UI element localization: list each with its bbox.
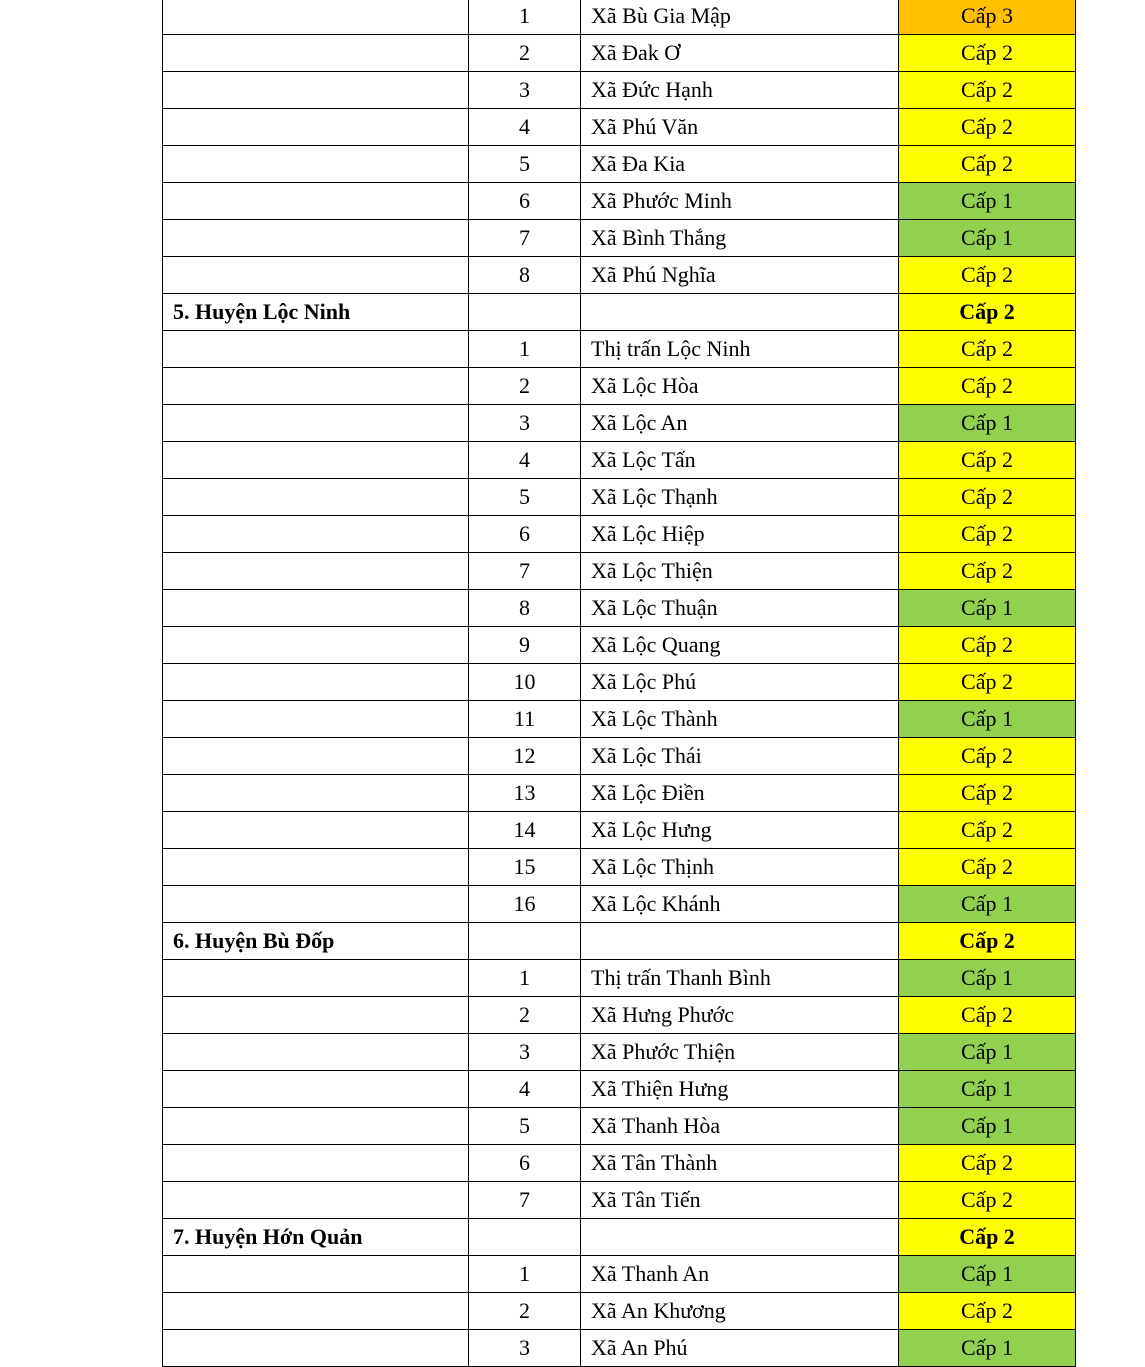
level-badge-cell: Cấp 2 [899, 72, 1076, 109]
district-name-cell [163, 479, 469, 516]
order-number-cell: 1 [469, 1256, 581, 1293]
order-number-cell: 7 [469, 1182, 581, 1219]
commune-name-cell: Xã Lộc Quang [581, 627, 899, 664]
level-badge-cell: Cấp 1 [899, 1256, 1076, 1293]
commune-name-cell [581, 923, 899, 960]
district-name-cell [163, 72, 469, 109]
order-number-cell: 3 [469, 1330, 581, 1367]
order-number-cell: 11 [469, 701, 581, 738]
district-name-cell [163, 1034, 469, 1071]
table-row [163, 738, 1076, 775]
district-name-cell [163, 1145, 469, 1182]
commune-name-cell: Xã Lộc Hòa [581, 368, 899, 405]
commune-name-cell: Xã Lộc Hưng [581, 812, 899, 849]
table-row [163, 1256, 1076, 1293]
level-badge-cell: Cấp 1 [899, 183, 1076, 220]
order-number-cell: 15 [469, 849, 581, 886]
commune-name-cell: Xã Lộc Thuận [581, 590, 899, 627]
district-name-cell [163, 1293, 469, 1330]
table-row [163, 664, 1076, 701]
level-badge-cell: Cấp 1 [899, 701, 1076, 738]
table-row [163, 72, 1076, 109]
district-name-cell [163, 516, 469, 553]
commune-name-cell: Xã Bù Gia Mập [581, 0, 899, 35]
table-row [163, 1034, 1076, 1071]
table-row [163, 997, 1076, 1034]
district-row [163, 923, 1076, 960]
district-name-cell [163, 627, 469, 664]
commune-name-cell: Xã Lộc Tấn [581, 442, 899, 479]
table-row [163, 183, 1076, 220]
commune-name-cell: Xã Lộc Thạnh [581, 479, 899, 516]
level-badge-cell: Cấp 2 [899, 738, 1076, 775]
table-row [163, 1330, 1076, 1367]
table-row [163, 1108, 1076, 1145]
level-badge-cell: Cấp 2 [899, 812, 1076, 849]
commune-name-cell: Xã Thanh An [581, 1256, 899, 1293]
commune-name-cell: Xã Phú Nghĩa [581, 257, 899, 294]
table-row [163, 109, 1076, 146]
district-name-cell [163, 738, 469, 775]
commune-name-cell: Thị trấn Lộc Ninh [581, 331, 899, 368]
level-badge-cell: Cấp 1 [899, 960, 1076, 997]
level-badge-cell: Cấp 1 [899, 1071, 1076, 1108]
order-number-cell: 13 [469, 775, 581, 812]
commune-name-cell: Xã Lộc Thịnh [581, 849, 899, 886]
table-row [163, 35, 1076, 72]
table-row [163, 405, 1076, 442]
order-number-cell: 10 [469, 664, 581, 701]
level-badge-cell: Cấp 2 [899, 442, 1076, 479]
commune-name-cell: Xã Lộc Phú [581, 664, 899, 701]
commune-name-cell: Xã Lộc Điền [581, 775, 899, 812]
commune-name-cell: Xã An Khương [581, 1293, 899, 1330]
commune-name-cell: Xã Lộc An [581, 405, 899, 442]
commune-name-cell: Xã Thanh Hòa [581, 1108, 899, 1145]
district-name-cell [163, 664, 469, 701]
order-number-cell: 6 [469, 516, 581, 553]
level-badge-cell: Cấp 2 [899, 35, 1076, 72]
table-row [163, 0, 1076, 35]
table-row [163, 1071, 1076, 1108]
level-badge-cell: Cấp 2 [899, 664, 1076, 701]
commune-name-cell: Xã Lộc Thành [581, 701, 899, 738]
table-row [163, 146, 1076, 183]
table-row [163, 701, 1076, 738]
order-number-cell: 14 [469, 812, 581, 849]
level-badge-cell: Cấp 2 [899, 257, 1076, 294]
district-name-cell [163, 1108, 469, 1145]
order-number-cell: 8 [469, 590, 581, 627]
order-number-cell [469, 294, 581, 331]
level-badge-cell: Cấp 1 [899, 1034, 1076, 1071]
commune-name-cell: Xã Đak Ơ [581, 35, 899, 72]
order-number-cell: 12 [469, 738, 581, 775]
table-row [163, 627, 1076, 664]
district-name-cell [163, 146, 469, 183]
table-row [163, 553, 1076, 590]
level-badge-cell: Cấp 2 [899, 775, 1076, 812]
district-name-cell [163, 1256, 469, 1293]
district-name-cell [163, 405, 469, 442]
level-badge-cell: Cấp 1 [899, 886, 1076, 923]
order-number-cell: 3 [469, 405, 581, 442]
commune-name-cell: Xã Đa Kia [581, 146, 899, 183]
commune-name-cell: Xã Tân Thành [581, 1145, 899, 1182]
commune-name-cell: Xã Lộc Khánh [581, 886, 899, 923]
table-row [163, 516, 1076, 553]
table-row [163, 479, 1076, 516]
order-number-cell: 3 [469, 72, 581, 109]
order-number-cell: 4 [469, 1071, 581, 1108]
commune-name-cell [581, 294, 899, 331]
district-name-cell: 5. Huyện Lộc Ninh [163, 294, 469, 331]
commune-name-cell: Xã Phú Văn [581, 109, 899, 146]
level-badge-cell: Cấp 1 [899, 1330, 1076, 1367]
table-body [163, 0, 1076, 1367]
district-name-cell [163, 1071, 469, 1108]
level-badge-cell: Cấp 3 [899, 0, 1076, 35]
district-name-cell [163, 442, 469, 479]
level-badge-cell: Cấp 2 [899, 1182, 1076, 1219]
table-row [163, 331, 1076, 368]
district-name-cell [163, 183, 469, 220]
order-number-cell: 16 [469, 886, 581, 923]
order-number-cell: 2 [469, 35, 581, 72]
district-name-cell [163, 997, 469, 1034]
order-number-cell: 1 [469, 960, 581, 997]
table-row [163, 775, 1076, 812]
order-number-cell: 5 [469, 1108, 581, 1145]
commune-name-cell: Xã Bình Thắng [581, 220, 899, 257]
district-name-cell [163, 1182, 469, 1219]
table-row [163, 368, 1076, 405]
table-row [163, 849, 1076, 886]
district-name-cell [163, 553, 469, 590]
district-name-cell [163, 590, 469, 627]
order-number-cell: 9 [469, 627, 581, 664]
district-name-cell [163, 812, 469, 849]
commune-name-cell: Xã Thiện Hưng [581, 1071, 899, 1108]
level-badge-cell: Cấp 2 [899, 1219, 1076, 1256]
level-badge-cell: Cấp 2 [899, 1293, 1076, 1330]
order-number-cell: 7 [469, 220, 581, 257]
table-row [163, 812, 1076, 849]
level-badge-cell: Cấp 2 [899, 294, 1076, 331]
district-name-cell [163, 331, 469, 368]
table-row [163, 220, 1076, 257]
level-badge-cell: Cấp 2 [899, 923, 1076, 960]
district-name-cell [163, 701, 469, 738]
commune-name-cell: Xã Phước Minh [581, 183, 899, 220]
level-badge-cell: Cấp 1 [899, 405, 1076, 442]
level-badge-cell: Cấp 2 [899, 849, 1076, 886]
district-name-cell [163, 960, 469, 997]
district-name-cell [163, 257, 469, 294]
district-name-cell: 6. Huyện Bù Đốp [163, 923, 469, 960]
district-name-cell [163, 775, 469, 812]
level-badge-cell: Cấp 2 [899, 516, 1076, 553]
district-name-cell [163, 35, 469, 72]
level-badge-cell: Cấp 2 [899, 146, 1076, 183]
commune-name-cell: Xã Lộc Thái [581, 738, 899, 775]
order-number-cell: 4 [469, 442, 581, 479]
district-name-cell [163, 109, 469, 146]
district-name-cell [163, 849, 469, 886]
table-row [163, 1145, 1076, 1182]
order-number-cell [469, 1219, 581, 1256]
order-number-cell: 8 [469, 257, 581, 294]
district-name-cell [163, 886, 469, 923]
level-badge-cell: Cấp 2 [899, 479, 1076, 516]
commune-name-cell: Xã Phước Thiện [581, 1034, 899, 1071]
level-badge-cell: Cấp 2 [899, 331, 1076, 368]
district-name-cell [163, 368, 469, 405]
district-name-cell: 7. Huyện Hớn Quản [163, 1219, 469, 1256]
table-row [163, 442, 1076, 479]
level-badge-cell: Cấp 2 [899, 553, 1076, 590]
district-name-cell [163, 220, 469, 257]
commune-name-cell: Xã Lộc Thiện [581, 553, 899, 590]
commune-name-cell: Thị trấn Thanh Bình [581, 960, 899, 997]
table-row [163, 960, 1076, 997]
order-number-cell: 3 [469, 1034, 581, 1071]
table-row [163, 1182, 1076, 1219]
order-number-cell: 1 [469, 0, 581, 35]
order-number-cell [469, 923, 581, 960]
table-row [163, 257, 1076, 294]
level-badge-cell: Cấp 1 [899, 1108, 1076, 1145]
district-row [163, 1219, 1076, 1256]
table-row [163, 590, 1076, 627]
level-badge-cell: Cấp 1 [899, 590, 1076, 627]
district-name-cell [163, 1330, 469, 1367]
district-row [163, 294, 1076, 331]
level-badge-cell: Cấp 1 [899, 220, 1076, 257]
commune-name-cell: Xã Hưng Phước [581, 997, 899, 1034]
level-badge-cell: Cấp 2 [899, 997, 1076, 1034]
commune-name-cell: Xã Đức Hạnh [581, 72, 899, 109]
order-number-cell: 2 [469, 997, 581, 1034]
order-number-cell: 7 [469, 553, 581, 590]
commune-name-cell: Xã An Phú [581, 1330, 899, 1367]
order-number-cell: 6 [469, 183, 581, 220]
order-number-cell: 5 [469, 479, 581, 516]
commune-name-cell: Xã Tân Tiến [581, 1182, 899, 1219]
order-number-cell: 2 [469, 1293, 581, 1330]
order-number-cell: 4 [469, 109, 581, 146]
order-number-cell: 5 [469, 146, 581, 183]
level-badge-cell: Cấp 2 [899, 627, 1076, 664]
commune-level-table [162, 0, 1076, 1367]
table-row [163, 1293, 1076, 1330]
order-number-cell: 6 [469, 1145, 581, 1182]
district-name-cell [163, 0, 469, 35]
order-number-cell: 1 [469, 331, 581, 368]
order-number-cell: 2 [469, 368, 581, 405]
level-badge-cell: Cấp 2 [899, 109, 1076, 146]
commune-name-cell: Xã Lộc Hiệp [581, 516, 899, 553]
table-row [163, 886, 1076, 923]
level-badge-cell: Cấp 2 [899, 1145, 1076, 1182]
level-badge-cell: Cấp 2 [899, 368, 1076, 405]
commune-name-cell [581, 1219, 899, 1256]
